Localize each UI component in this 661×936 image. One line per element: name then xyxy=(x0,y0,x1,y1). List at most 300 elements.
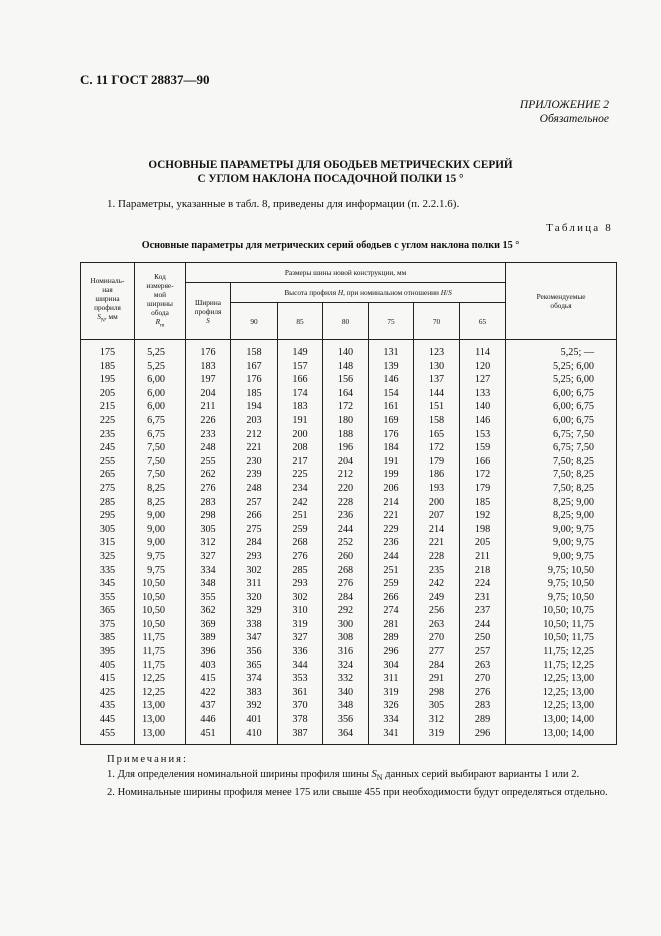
table-row xyxy=(81,591,617,605)
table-cell: 215 xyxy=(81,400,135,414)
table-cell: 302 xyxy=(278,591,323,605)
table-cell: 212 xyxy=(231,428,278,442)
table-cell: 291 xyxy=(414,672,460,686)
table-cell: 296 xyxy=(460,727,506,745)
table-cell: 13,00 xyxy=(135,699,186,713)
table-cell: 401 xyxy=(231,713,278,727)
table-cell: 262 xyxy=(186,468,231,482)
table-cell: 268 xyxy=(323,564,369,578)
table-cell: 319 xyxy=(369,686,414,700)
table-cell: 266 xyxy=(231,509,278,523)
header-ratio-90: 90 xyxy=(231,303,278,340)
table-cell: 172 xyxy=(460,468,506,482)
table-cell: 127 xyxy=(460,373,506,387)
header-ratio-70: 70 xyxy=(414,303,460,340)
table-cell: 395 xyxy=(81,645,135,659)
table-cell: 11,75; 12,25 xyxy=(506,645,617,659)
table-cell: 348 xyxy=(323,699,369,713)
table-cell: 228 xyxy=(414,550,460,564)
table-cell: 8,25; 9,00 xyxy=(506,496,617,510)
table-cell: 220 xyxy=(323,482,369,496)
table-cell: 405 xyxy=(81,659,135,673)
table-cell: 144 xyxy=(414,387,460,401)
table-cell: 285 xyxy=(81,496,135,510)
table-cell: 415 xyxy=(81,672,135,686)
table-cell: 120 xyxy=(460,360,506,374)
table-cell: 10,50; 10,75 xyxy=(506,604,617,618)
title-line-1: ОСНОВНЫЕ ПАРАМЕТРЫ ДЛЯ ОБОДЬЕВ МЕТРИЧЕСКИХ СЕРИЙ xyxy=(148,159,513,171)
table-cell: 154 xyxy=(369,387,414,401)
table-cell: 378 xyxy=(278,713,323,727)
table-cell: 231 xyxy=(460,591,506,605)
table-cell: 6,00; 6,75 xyxy=(506,387,617,401)
table-cell: 5,25 xyxy=(135,340,186,360)
table-cell: 451 xyxy=(186,727,231,745)
table-cell: 375 xyxy=(81,618,135,632)
table-cell: 305 xyxy=(81,523,135,537)
table-cell: 175 xyxy=(81,340,135,360)
table-cell: 410 xyxy=(231,727,278,745)
table-cell: 10,50 xyxy=(135,577,186,591)
table-cell: 166 xyxy=(278,373,323,387)
table-cell: 192 xyxy=(460,509,506,523)
table-cell: 235 xyxy=(414,564,460,578)
table-row xyxy=(81,631,617,645)
table-cell: 211 xyxy=(186,400,231,414)
page-header: С. 11 ГОСТ 28837—90 xyxy=(80,72,210,87)
table-cell: 251 xyxy=(278,509,323,523)
table-cell: 370 xyxy=(278,699,323,713)
table-cell: 283 xyxy=(460,699,506,713)
table-cell: 345 xyxy=(81,577,135,591)
table-cell: 396 xyxy=(186,645,231,659)
table-cell: 203 xyxy=(231,414,278,428)
table-cell: 225 xyxy=(81,414,135,428)
table-cell: 365 xyxy=(81,604,135,618)
table-cell: 8,25 xyxy=(135,496,186,510)
table-cell: 298 xyxy=(414,686,460,700)
table-cell: 137 xyxy=(414,373,460,387)
table-cell: 353 xyxy=(278,672,323,686)
table-cell: 365 xyxy=(231,659,278,673)
table-cell: 327 xyxy=(186,550,231,564)
table-row xyxy=(81,523,617,537)
table-cell: 11,75 xyxy=(135,645,186,659)
table-cell: 184 xyxy=(369,441,414,455)
table-cell: 131 xyxy=(369,340,414,360)
table-cell: 250 xyxy=(460,631,506,645)
table-row xyxy=(81,686,617,700)
table-cell: 218 xyxy=(460,564,506,578)
table-row xyxy=(81,455,617,469)
table-cell: 225 xyxy=(278,468,323,482)
table-cell: 13,00 xyxy=(135,713,186,727)
table-cell: 193 xyxy=(414,482,460,496)
table-cell: 185 xyxy=(231,387,278,401)
table-cell: 244 xyxy=(460,618,506,632)
table-cell: 6,00; 6,75 xyxy=(506,414,617,428)
table-row xyxy=(81,659,617,673)
table-cell: 234 xyxy=(278,482,323,496)
table-cell: 130 xyxy=(414,360,460,374)
header-recommended-rims: Рекомендуемые ободья xyxy=(506,263,617,340)
table-cell: 249 xyxy=(414,591,460,605)
table-cell: 455 xyxy=(81,727,135,745)
table-cell: 304 xyxy=(369,659,414,673)
table-cell: 392 xyxy=(231,699,278,713)
table-cell: 198 xyxy=(460,523,506,537)
parameters-table xyxy=(80,262,617,745)
table-cell: 6,75 xyxy=(135,428,186,442)
table-cell: 325 xyxy=(81,550,135,564)
table-cell: 327 xyxy=(278,631,323,645)
table-cell: 445 xyxy=(81,713,135,727)
table-cell: 180 xyxy=(323,414,369,428)
header-rim-code: Код измеряе- мой ширины обода $R_m$ xyxy=(135,263,186,340)
table-cell: 374 xyxy=(231,672,278,686)
table-cell: 176 xyxy=(369,428,414,442)
table-cell: 5,25; 6,00 xyxy=(506,373,617,387)
table-row xyxy=(81,550,617,564)
table-cell: 114 xyxy=(460,340,506,360)
table-cell: 236 xyxy=(369,536,414,550)
table-row xyxy=(81,564,617,578)
table-cell: 336 xyxy=(278,645,323,659)
table-cell: 293 xyxy=(231,550,278,564)
table-cell: 324 xyxy=(323,659,369,673)
table-cell: 255 xyxy=(81,455,135,469)
table-cell: 319 xyxy=(414,727,460,745)
table-cell: 7,50 xyxy=(135,455,186,469)
table-cell: 334 xyxy=(186,564,231,578)
table-cell: 5,25; — xyxy=(506,340,617,360)
table-row xyxy=(81,672,617,686)
table-cell: 341 xyxy=(369,727,414,745)
table-cell: 205 xyxy=(460,536,506,550)
table-cell: 260 xyxy=(323,550,369,564)
table-cell: 207 xyxy=(414,509,460,523)
table-cell: 5,25; 6,00 xyxy=(506,360,617,374)
table-cell: 188 xyxy=(323,428,369,442)
table-cell: 338 xyxy=(231,618,278,632)
table-row xyxy=(81,428,617,442)
table-cell: 8,25; 9,00 xyxy=(506,509,617,523)
table-cell: 437 xyxy=(186,699,231,713)
table-cell: 334 xyxy=(369,713,414,727)
table-cell: 11,75 xyxy=(135,659,186,673)
table-cell: 329 xyxy=(231,604,278,618)
table-cell: 7,50 xyxy=(135,441,186,455)
table-row xyxy=(81,577,617,591)
table-cell: 157 xyxy=(278,360,323,374)
table-cell: 320 xyxy=(231,591,278,605)
table-cell: 12,25; 13,00 xyxy=(506,699,617,713)
table-cell: 7,50; 8,25 xyxy=(506,455,617,469)
header-section-width: Ширина профиля S xyxy=(186,283,231,340)
table-cell: 197 xyxy=(186,373,231,387)
header-profile-height: Высота профиля H, при номинальном отношении H/S xyxy=(231,283,506,303)
intro-paragraph: 1. Параметры, указанные в табл. 8, приведены для информации (п. 2.2.1.6). xyxy=(107,198,460,210)
table-row xyxy=(81,387,617,401)
table-cell: 204 xyxy=(186,387,231,401)
table-cell: 185 xyxy=(81,360,135,374)
table-cell: 214 xyxy=(414,523,460,537)
table-cell: 244 xyxy=(323,523,369,537)
table-cell: 415 xyxy=(186,672,231,686)
table-cell: 9,75 xyxy=(135,550,186,564)
table-cell: 281 xyxy=(369,618,414,632)
table-cell: 229 xyxy=(369,523,414,537)
table-cell: 319 xyxy=(278,618,323,632)
table-cell: 263 xyxy=(460,659,506,673)
table-cell: 289 xyxy=(369,631,414,645)
table-row xyxy=(81,713,617,727)
document-title xyxy=(0,159,661,186)
table-cell: 305 xyxy=(186,523,231,537)
table-cell: 274 xyxy=(369,604,414,618)
table-cell: 244 xyxy=(369,550,414,564)
appendix-label xyxy=(520,98,609,126)
table-cell: 292 xyxy=(323,604,369,618)
table-row xyxy=(81,536,617,550)
table-cell: 10,50 xyxy=(135,591,186,605)
table-cell: 387 xyxy=(278,727,323,745)
table-row xyxy=(81,727,617,745)
table-row xyxy=(81,604,617,618)
table-cell: 13,00; 14,00 xyxy=(506,727,617,745)
header-ratio-85: 85 xyxy=(278,303,323,340)
table-cell: 284 xyxy=(414,659,460,673)
table-cell: 191 xyxy=(369,455,414,469)
table-cell: 233 xyxy=(186,428,231,442)
table-cell: 206 xyxy=(369,482,414,496)
table-cell: 259 xyxy=(278,523,323,537)
table-cell: 259 xyxy=(369,577,414,591)
table-cell: 312 xyxy=(414,713,460,727)
table-cell: 6,75 xyxy=(135,414,186,428)
table-cell: 166 xyxy=(460,455,506,469)
table-cell: 191 xyxy=(278,414,323,428)
table-cell: 425 xyxy=(81,686,135,700)
table-cell: 174 xyxy=(278,387,323,401)
table-cell: 385 xyxy=(81,631,135,645)
table-cell: 298 xyxy=(186,509,231,523)
table-cell: 153 xyxy=(460,428,506,442)
table-cell: 200 xyxy=(278,428,323,442)
table-cell: 226 xyxy=(186,414,231,428)
table-cell: 256 xyxy=(414,604,460,618)
table-cell: 9,00; 9,75 xyxy=(506,536,617,550)
table-cell: 344 xyxy=(278,659,323,673)
table-cell: 435 xyxy=(81,699,135,713)
table-row xyxy=(81,373,617,387)
table-cell: 159 xyxy=(460,441,506,455)
table-cell: 7,50; 8,25 xyxy=(506,468,617,482)
table-cell: 257 xyxy=(460,645,506,659)
table-number: Таблица 8 xyxy=(546,222,613,234)
table-cell: 156 xyxy=(323,373,369,387)
table-cell: 389 xyxy=(186,631,231,645)
table-cell: 326 xyxy=(369,699,414,713)
table-cell: 158 xyxy=(231,340,278,360)
table-row xyxy=(81,618,617,632)
table-cell: 9,00 xyxy=(135,523,186,537)
table-cell: 293 xyxy=(278,577,323,591)
table-cell: 224 xyxy=(460,577,506,591)
table-cell: 277 xyxy=(414,645,460,659)
header-ratio-65: 65 xyxy=(460,303,506,340)
table-cell: 183 xyxy=(186,360,231,374)
table-cell: 158 xyxy=(414,414,460,428)
table-cell: 10,50; 11,75 xyxy=(506,631,617,645)
table-cell: 242 xyxy=(278,496,323,510)
table-cell: 8,25 xyxy=(135,482,186,496)
table-cell: 228 xyxy=(323,496,369,510)
table-cell: 284 xyxy=(231,536,278,550)
table-cell: 315 xyxy=(81,536,135,550)
table-cell: 276 xyxy=(186,482,231,496)
table-cell: 237 xyxy=(460,604,506,618)
table-cell: 263 xyxy=(414,618,460,632)
table-cell: 316 xyxy=(323,645,369,659)
header-tire-dimensions: Размеры шины новой конструкции, мм xyxy=(186,263,506,283)
notes-heading: Примечания: xyxy=(107,754,188,765)
table-cell: 276 xyxy=(323,577,369,591)
table-cell: 265 xyxy=(81,468,135,482)
table-cell: 268 xyxy=(278,536,323,550)
table-row xyxy=(81,468,617,482)
table-cell: 169 xyxy=(369,414,414,428)
table-cell: 211 xyxy=(460,550,506,564)
table-cell: 6,75; 7,50 xyxy=(506,441,617,455)
table-cell: 235 xyxy=(81,428,135,442)
table-cell: 196 xyxy=(323,441,369,455)
table-cell: 305 xyxy=(414,699,460,713)
table-cell: 208 xyxy=(278,441,323,455)
table-cell: 7,50 xyxy=(135,468,186,482)
table-cell: 446 xyxy=(186,713,231,727)
table-row xyxy=(81,496,617,510)
table-cell: 186 xyxy=(414,468,460,482)
table-cell: 6,75; 7,50 xyxy=(506,428,617,442)
table-row xyxy=(81,340,617,360)
table-cell: 239 xyxy=(231,468,278,482)
table-cell: 146 xyxy=(460,414,506,428)
table-row xyxy=(81,414,617,428)
table-cell: 270 xyxy=(460,672,506,686)
table-cell: 285 xyxy=(278,564,323,578)
table-cell: 212 xyxy=(323,468,369,482)
table-cell: 10,50 xyxy=(135,604,186,618)
table-cell: 257 xyxy=(231,496,278,510)
table-cell: 270 xyxy=(414,631,460,645)
table-cell: 275 xyxy=(81,482,135,496)
table-cell: 9,75; 10,50 xyxy=(506,564,617,578)
note-item: 1. Для определения номинальной ширины профиля шины $S_N$ данных серий выбирают варианты 1 или 2. xyxy=(107,769,580,783)
table-cell: 289 xyxy=(460,713,506,727)
table-cell: 11,75; 12,25 xyxy=(506,659,617,673)
table-cell: 312 xyxy=(186,536,231,550)
table-cell: 276 xyxy=(460,686,506,700)
table-cell: 311 xyxy=(369,672,414,686)
table-cell: 356 xyxy=(231,645,278,659)
table-cell: 311 xyxy=(231,577,278,591)
table-cell: 149 xyxy=(278,340,323,360)
table-cell: 204 xyxy=(323,455,369,469)
table-cell: 356 xyxy=(323,713,369,727)
table-cell: 161 xyxy=(369,400,414,414)
table-cell: 7,50; 8,25 xyxy=(506,482,617,496)
table-cell: 362 xyxy=(186,604,231,618)
table-cell: 236 xyxy=(323,509,369,523)
table-cell: 302 xyxy=(231,564,278,578)
table-cell: 9,00; 9,75 xyxy=(506,550,617,564)
table-row xyxy=(81,482,617,496)
table-cell: 266 xyxy=(369,591,414,605)
table-cell: 361 xyxy=(278,686,323,700)
table-cell: 185 xyxy=(460,496,506,510)
table-cell: 221 xyxy=(369,509,414,523)
table-cell: 9,75; 10,50 xyxy=(506,577,617,591)
table-cell: 255 xyxy=(186,455,231,469)
table-cell: 6,00; 6,75 xyxy=(506,400,617,414)
title-line-2: С УГЛОМ НАКЛОНА ПОСАДОЧНОЙ ПОЛКИ 15 ° xyxy=(197,172,464,185)
table-cell: 12,25; 13,00 xyxy=(506,686,617,700)
table-cell: 195 xyxy=(81,373,135,387)
table-cell: 221 xyxy=(231,441,278,455)
table-cell: 283 xyxy=(186,496,231,510)
table-cell: 10,50 xyxy=(135,618,186,632)
table-cell: 176 xyxy=(186,340,231,360)
header-ratio-80: 80 xyxy=(323,303,369,340)
table-row xyxy=(81,441,617,455)
table-cell: 13,00; 14,00 xyxy=(506,713,617,727)
table-cell: 6,00 xyxy=(135,387,186,401)
table-cell: 164 xyxy=(323,387,369,401)
table-cell: 422 xyxy=(186,686,231,700)
table-cell: 296 xyxy=(369,645,414,659)
table-cell: 245 xyxy=(81,441,135,455)
table-cell: 251 xyxy=(369,564,414,578)
table-cell: 140 xyxy=(460,400,506,414)
table-cell: 179 xyxy=(414,455,460,469)
table-cell: 383 xyxy=(231,686,278,700)
header-nominal-width: Номиналь- ная ширина профиля $S_N$, мм xyxy=(81,263,135,340)
table-row xyxy=(81,699,617,713)
table-cell: 9,75; 10,50 xyxy=(506,591,617,605)
table-cell: 179 xyxy=(460,482,506,496)
table-cell: 300 xyxy=(323,618,369,632)
table-cell: 5,25 xyxy=(135,360,186,374)
table-cell: 167 xyxy=(231,360,278,374)
table-cell: 165 xyxy=(414,428,460,442)
table-cell: 295 xyxy=(81,509,135,523)
table-cell: 276 xyxy=(278,550,323,564)
table-cell: 194 xyxy=(231,400,278,414)
table-cell: 230 xyxy=(231,455,278,469)
table-cell: 242 xyxy=(414,577,460,591)
table-cell: 6,00 xyxy=(135,400,186,414)
table-cell: 347 xyxy=(231,631,278,645)
table-cell: 403 xyxy=(186,659,231,673)
table-cell: 9,00; 9,75 xyxy=(506,523,617,537)
table-cell: 11,75 xyxy=(135,631,186,645)
table-cell: 172 xyxy=(414,441,460,455)
table-cell: 221 xyxy=(414,536,460,550)
table-cell: 139 xyxy=(369,360,414,374)
table-cell: 140 xyxy=(323,340,369,360)
table-cell: 9,00 xyxy=(135,509,186,523)
